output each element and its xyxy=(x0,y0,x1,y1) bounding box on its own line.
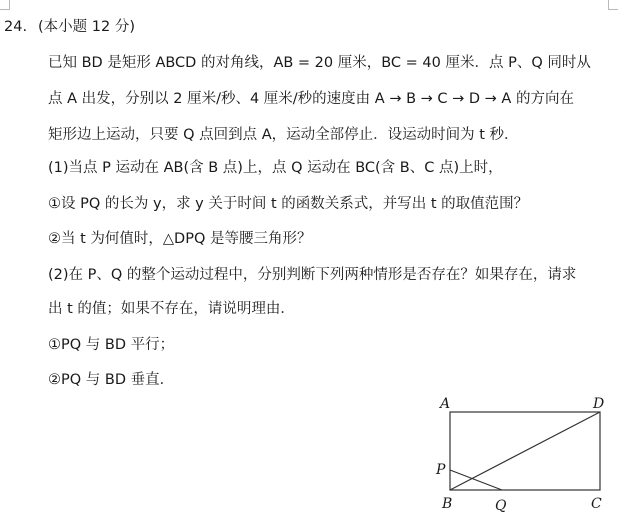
label-b: B xyxy=(442,496,453,512)
rectangle-diagram xyxy=(430,392,620,524)
label-c: C xyxy=(591,496,602,512)
label-d: D xyxy=(593,396,605,412)
question-number: 24. xyxy=(4,19,28,35)
page-corner-mark-left xyxy=(0,0,10,10)
page-corner-mark-right xyxy=(608,0,618,10)
part-2-intro: (2)在 P、Q 的整个运动过程中，分别判断下列两种情形是否存在？如果存在，请求 xyxy=(48,267,577,283)
part-1-intro: (1)当点 P 运动在 AB(含 B 点)上，点 Q 运动在 BC(含 B、C 点)上时， xyxy=(48,160,503,176)
label-q: Q xyxy=(495,498,507,514)
problem-line-2: 点 A 出发，分别以 2 厘米/秒、4 厘米/秒的速度由 A → B → C → D → A 的方向在 xyxy=(48,91,574,107)
segment-pq xyxy=(450,470,502,490)
part-1-sub-2: ②当 t 为何值时，△DPQ 是等腰三角形？ xyxy=(48,231,312,247)
part-1-sub-1: ①设 PQ 的长为 y，求 y 关于时间 t 的函数关系式，并写出 t 的取值范围？ xyxy=(48,196,529,212)
problem-line-1: 已知 BD 是矩形 ABCD 的对角线，AB = 20 厘米，BC = 40 厘米．点 P、Q 同时从 xyxy=(48,55,591,71)
problem-line-3: 矩形边上运动，只要 Q 点回到点 A，运动全部停止．设运动时间为 t 秒． xyxy=(48,127,519,143)
part-2-intro-cont: 出 t 的值；如果不存在，请说明理由． xyxy=(48,301,295,317)
question-header: (本小题 12 分) xyxy=(38,19,135,35)
part-2-sub-2: ②PQ 与 BD 垂直． xyxy=(48,372,175,388)
label-p: P xyxy=(436,462,446,478)
part-2-sub-1: ①PQ 与 BD 平行； xyxy=(48,337,175,353)
label-a: A xyxy=(440,396,451,412)
